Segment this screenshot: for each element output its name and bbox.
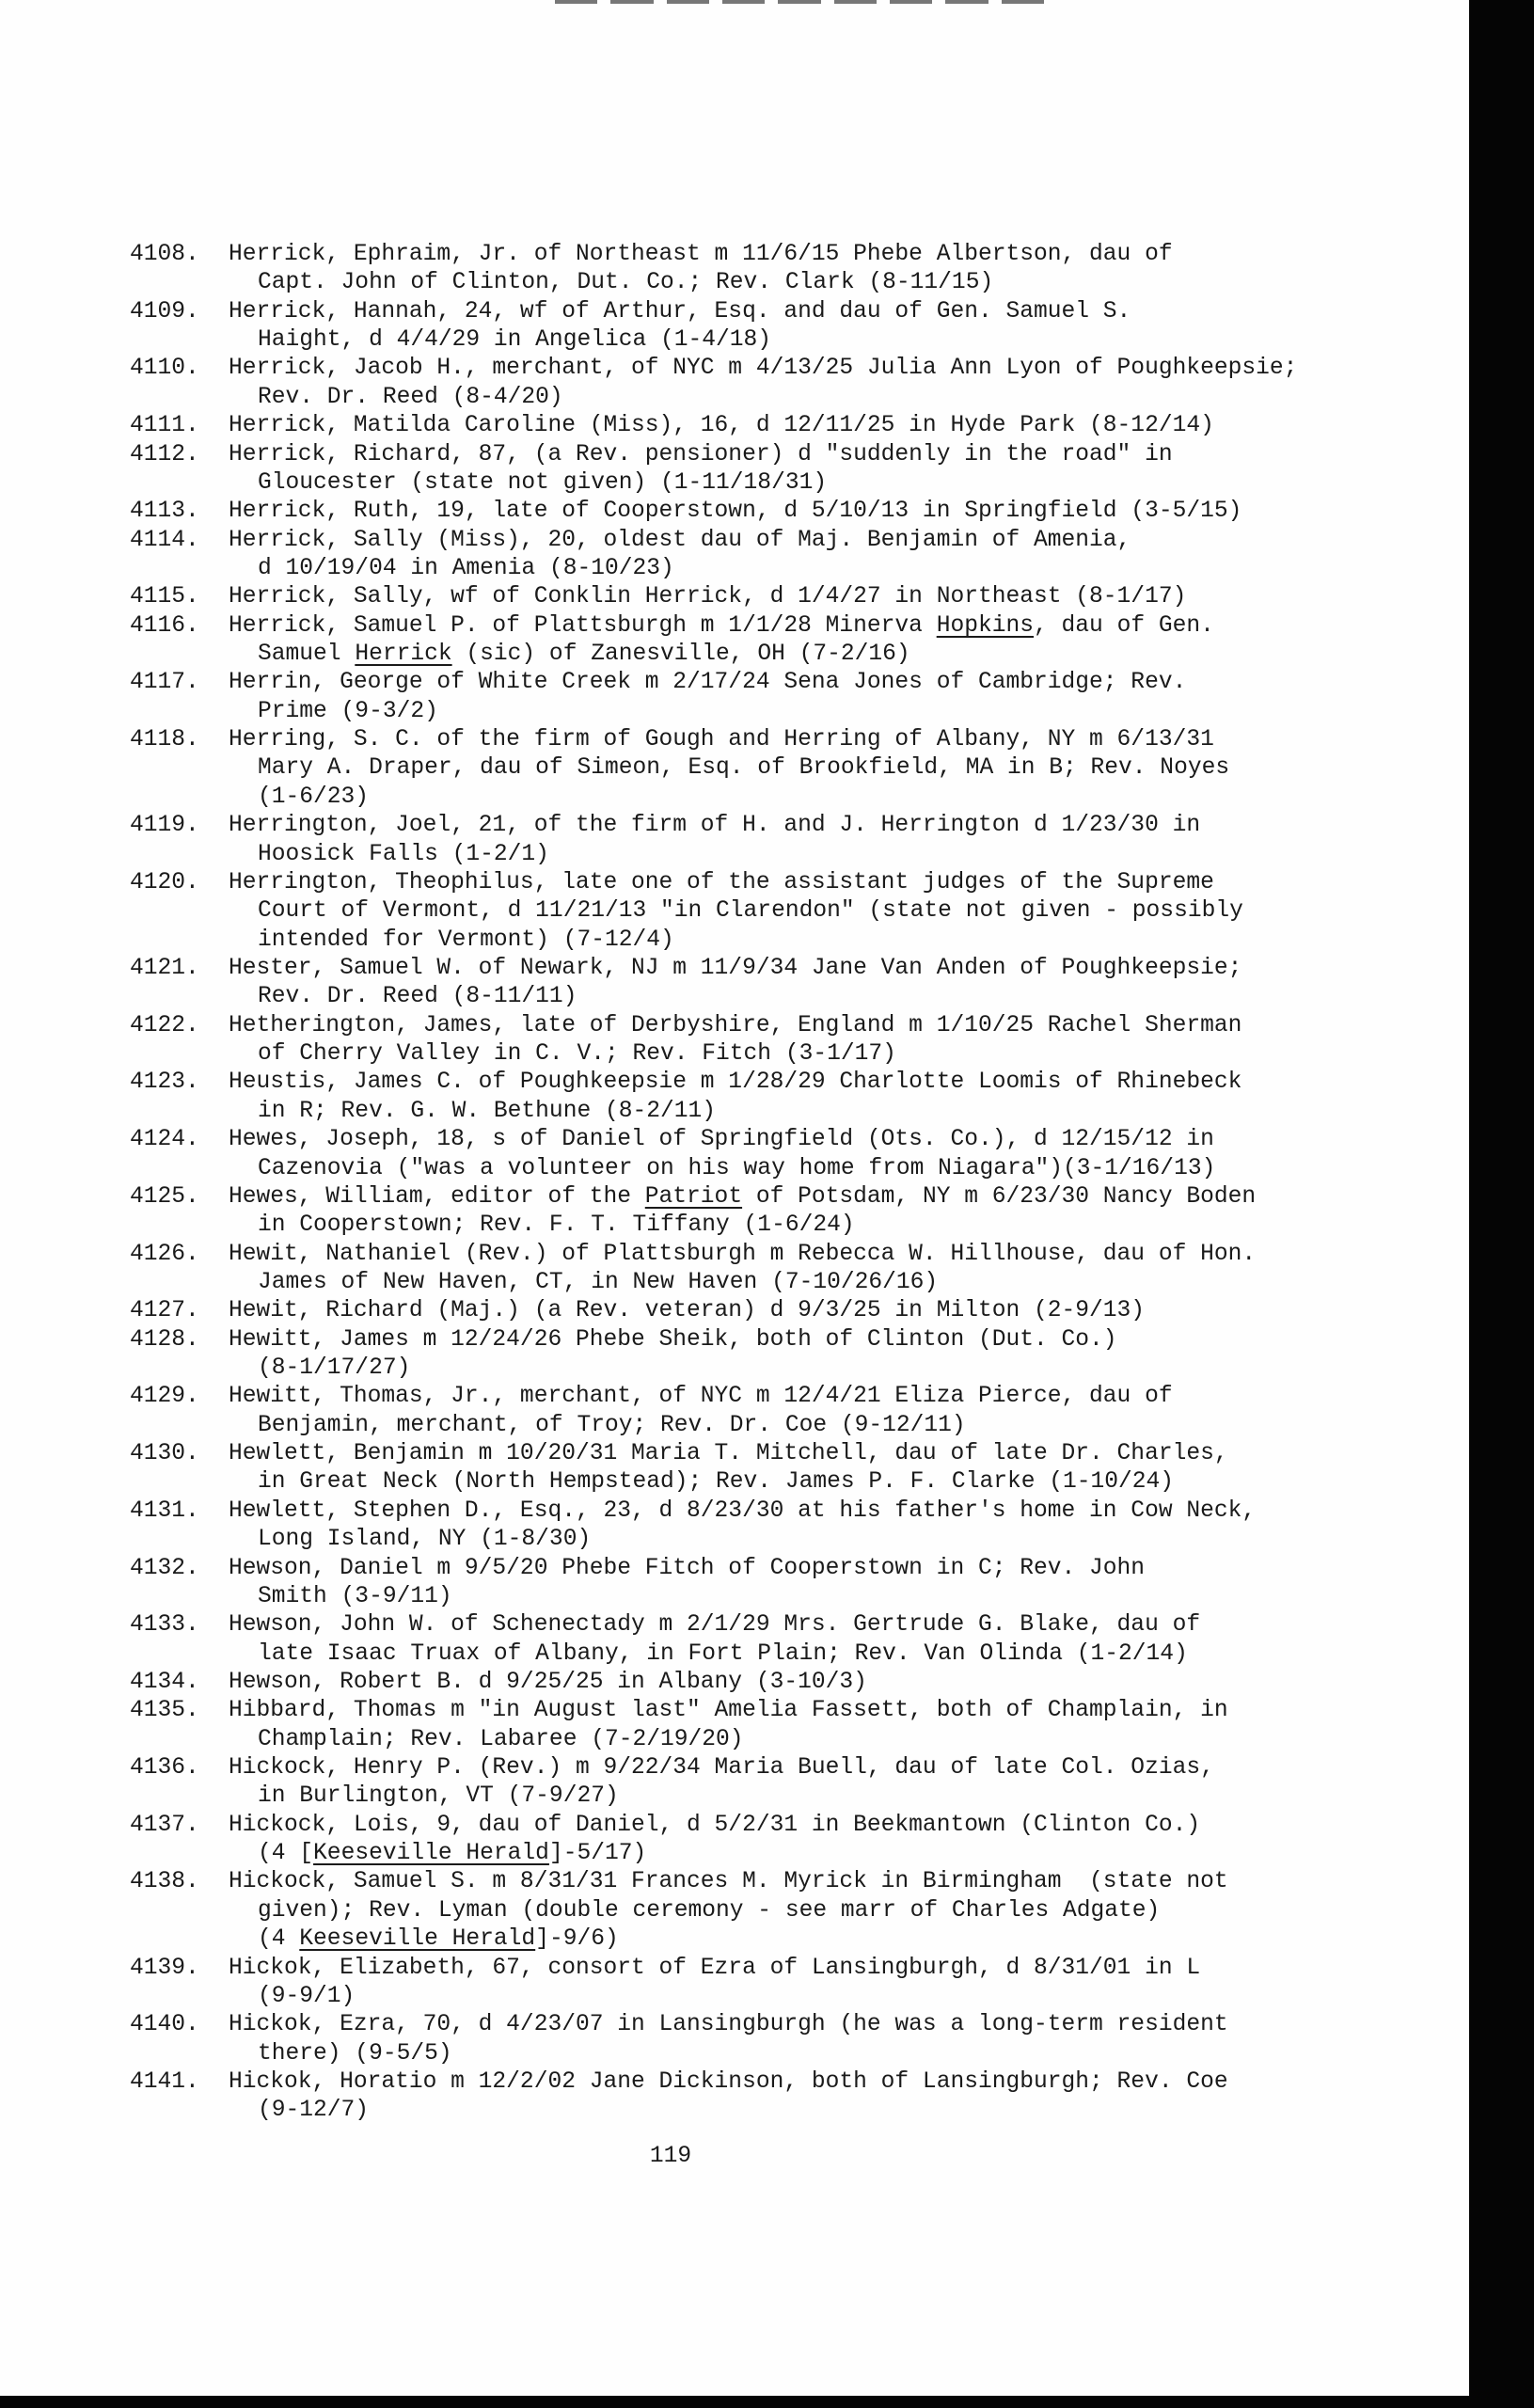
- entry-text: Hickock, Lois, 9, dau of Daniel, d 5/2/31 in Beekmantown (Clinton Co.): [229, 1812, 1201, 1838]
- entry-continuation-line: [130, 927, 1352, 955]
- entry-first-line: [130, 1868, 1352, 1896]
- entry-4118: [130, 726, 1352, 812]
- bleed-mark: [610, 0, 653, 4]
- page-number: 119: [649, 2144, 692, 2169]
- entry-4128: [130, 1326, 1352, 1384]
- entry-number: 4127.: [130, 1298, 199, 1324]
- underlined-title: Herrick: [355, 642, 452, 668]
- entry-first-line: [130, 1812, 1352, 1840]
- entry-continuation-line: [130, 1583, 1352, 1611]
- entry-continuation-line: [130, 1468, 1352, 1497]
- underlined-title: Keeseville Herald: [313, 1841, 549, 1867]
- scan-border-right: [1469, 0, 1534, 2408]
- entry-text: Herrington, Theophilus, late one of the assistant judges of the Supreme: [229, 869, 1214, 895]
- entry-text: Hewit, Richard (Maj.) (a Rev. veteran) d 9/3/25 in Milton (2-9/13): [229, 1298, 1146, 1324]
- entry-4134: [130, 1669, 1352, 1697]
- entry-4114: [130, 527, 1352, 584]
- entry-continuation-line: [130, 641, 1352, 669]
- entry-text: Herrick, Sally, wf of Conklin Herrick, d 1/4/27 in Northeast (8-1/17): [229, 584, 1187, 610]
- entry-first-line: [130, 1183, 1352, 1212]
- entry-text: given); Rev. Lyman (double ceremony - see marr of Charles Adgate): [258, 1897, 1161, 1924]
- entry-text: Hewson, John W. of Schenectady m 2/1/29 Mrs. Gertrude G. Blake, dau of: [229, 1612, 1201, 1639]
- entry-continuation-line: [130, 1640, 1352, 1669]
- entry-text: Hickock, Samuel S. m 8/31/31 Frances M. Myrick in Birmingham (state not: [229, 1869, 1228, 1895]
- entry-first-line: [130, 1669, 1352, 1697]
- entry-text: Gloucester (state not given) (1-11/18/31): [258, 469, 828, 496]
- entry-continuation-line: [130, 1897, 1352, 1925]
- entry-number: 4113.: [130, 499, 199, 525]
- underlined-title: Keeseville Herald: [299, 1926, 536, 1953]
- entry-continuation-line: [130, 269, 1352, 297]
- entry-4123: [130, 1069, 1352, 1126]
- entry-4129: [130, 1383, 1352, 1440]
- entry-number: 4140.: [130, 2012, 199, 2038]
- entry-4139: [130, 1955, 1352, 2012]
- entry-text: , dau of Gen.: [1034, 612, 1214, 639]
- entry-number: 4111.: [130, 413, 199, 439]
- entry-text: ]-5/17): [548, 1841, 647, 1867]
- entry-text: (9-12/7): [258, 2098, 370, 2124]
- entry-number: 4119.: [130, 813, 199, 839]
- entry-first-line: [130, 1383, 1352, 1411]
- entry-first-line: [130, 355, 1352, 383]
- entry-first-line: [130, 1555, 1352, 1583]
- entry-text: Capt. John of Clinton, Dut. Co.; Rev. Clark (8-11/15): [258, 270, 994, 296]
- entry-first-line: [130, 2011, 1352, 2039]
- entry-text: of Cherry Valley in C. V.; Rev. Fitch (3-1/17): [258, 1041, 896, 1068]
- entry-continuation-line: [130, 1212, 1352, 1240]
- entry-4120: [130, 869, 1352, 955]
- entry-first-line: [130, 669, 1352, 697]
- entry-number: 4118.: [130, 727, 199, 753]
- entry-number: 4116.: [130, 612, 199, 639]
- entry-number: 4136.: [130, 1755, 199, 1782]
- bleed-mark: [555, 0, 597, 4]
- bleed-mark: [667, 0, 709, 4]
- entry-text: in Burlington, VT (7-9/27): [258, 1783, 619, 1810]
- entry-text: (8-1/17/27): [258, 1355, 411, 1382]
- entry-text: (sic) of Zanesville, OH (7-2/16): [451, 642, 910, 668]
- bleed-mark: [1002, 0, 1044, 4]
- entry-continuation-line: [130, 841, 1352, 869]
- entry-continuation-line: [130, 1726, 1352, 1754]
- entry-number: 4108.: [130, 242, 199, 267]
- entry-first-line: [130, 2068, 1352, 2097]
- entry-first-line: [130, 955, 1352, 983]
- entry-number: 4115.: [130, 584, 199, 610]
- entry-first-line: [130, 1754, 1352, 1782]
- entry-continuation-line: [130, 2040, 1352, 2068]
- entry-number: 4125.: [130, 1183, 199, 1210]
- entry-continuation-line: [130, 897, 1352, 926]
- entry-number: 4122.: [130, 1012, 199, 1038]
- entry-continuation-line: [130, 1098, 1352, 1126]
- entry-first-line: [130, 1697, 1352, 1725]
- entry-continuation-line: [130, 555, 1352, 583]
- entry-number: 4114.: [130, 527, 199, 553]
- entry-continuation-line: [130, 1155, 1352, 1183]
- entry-number: 4133.: [130, 1612, 199, 1639]
- entry-first-line: [130, 498, 1352, 526]
- entry-text: Hewlett, Benjamin m 10/20/31 Maria T. Mitchell, dau of late Dr. Charles,: [229, 1441, 1228, 1467]
- entry-text: Hetherington, James, late of Derbyshire, England m 1/10/25 Rachel Sherman: [229, 1012, 1242, 1038]
- entry-text: Court of Vermont, d 11/21/13 "in Clarendon" (state not given - possibly: [258, 898, 1243, 925]
- entry-text: James of New Haven, CT, in New Haven (7-10/26/16): [258, 1269, 939, 1295]
- entry-4137: [130, 1812, 1352, 1869]
- entry-number: 4135.: [130, 1698, 199, 1724]
- entry-continuation-line: [130, 983, 1352, 1011]
- entry-4136: [130, 1754, 1352, 1812]
- entry-text: Prime (9-3/2): [258, 698, 438, 724]
- entry-first-line: [130, 1326, 1352, 1354]
- entry-text: Herrick, Jacob H., merchant, of NYC m 4/13/25 Julia Ann Lyon of Poughkeepsie;: [229, 356, 1298, 382]
- entry-continuation-line: [130, 1925, 1352, 1954]
- entry-continuation-line: [130, 754, 1352, 783]
- entry-first-line: [130, 869, 1352, 897]
- entry-number: 4117.: [130, 670, 199, 696]
- entry-list: [130, 241, 1352, 2126]
- entry-first-line: [130, 612, 1352, 641]
- entry-4133: [130, 1611, 1352, 1669]
- entry-first-line: [130, 1440, 1352, 1468]
- entry-text: Samuel: [258, 642, 356, 668]
- underlined-title: Patriot: [644, 1183, 743, 1210]
- entry-text: Hewes, William, editor of the: [229, 1183, 645, 1210]
- entry-4110: [130, 355, 1352, 412]
- entry-4135: [130, 1697, 1352, 1754]
- entry-first-line: [130, 1126, 1352, 1154]
- entry-4131: [130, 1497, 1352, 1555]
- entry-text: Herrick, Hannah, 24, wf of Arthur, Esq. and dau of Gen. Samuel S.: [229, 298, 1131, 325]
- entry-4138: [130, 1868, 1352, 1954]
- entry-first-line: [130, 412, 1352, 440]
- entry-text: Hewitt, James m 12/24/26 Phebe Sheik, both of Clinton (Dut. Co.): [229, 1326, 1117, 1353]
- entry-text: Herrin, George of White Creek m 2/17/24 Sena Jones of Cambridge; Rev.: [229, 670, 1187, 696]
- entry-text: Herrick, Ephraim, Jr. of Northeast m 11/6/15 Phebe Albertson, dau of: [229, 242, 1173, 267]
- entry-text: Haight, d 4/4/29 in Angelica (1-4/18): [258, 327, 772, 354]
- entry-first-line: [130, 298, 1352, 326]
- entry-number: 4132.: [130, 1555, 199, 1581]
- entry-text: Hewitt, Thomas, Jr., merchant, of NYC m 12/4/21 Eliza Pierce, dau of: [229, 1384, 1173, 1410]
- entry-first-line: [130, 1069, 1352, 1097]
- entry-4119: [130, 812, 1352, 869]
- entry-4127: [130, 1297, 1352, 1325]
- entry-4122: [130, 1012, 1352, 1069]
- previous-page-bleed-marks: [555, 0, 1044, 6]
- entry-4141: [130, 2068, 1352, 2126]
- entry-continuation-line: [130, 1040, 1352, 1069]
- entry-4116: [130, 612, 1352, 670]
- entry-number: 4137.: [130, 1812, 199, 1838]
- entry-continuation-line: [130, 1269, 1352, 1297]
- entry-text: Cazenovia ("was a volunteer on his way home from Niagara")(3-1/16/13): [258, 1155, 1216, 1181]
- entry-text: Heustis, James C. of Poughkeepsie m 1/28/29 Charlotte Loomis of Rhinebeck: [229, 1069, 1242, 1096]
- entry-4112: [130, 441, 1352, 499]
- entry-text: Rev. Dr. Reed (8-4/20): [258, 384, 563, 410]
- entry-text: Herrick, Ruth, 19, late of Cooperstown, d 5/10/13 in Springfield (3-5/15): [229, 499, 1242, 525]
- entry-4111: [130, 412, 1352, 440]
- entry-continuation-line: [130, 1782, 1352, 1811]
- entry-text: Hibbard, Thomas m "in August last" Amelia Fassett, both of Champlain, in: [229, 1698, 1228, 1724]
- entry-number: 4109.: [130, 298, 199, 325]
- entry-4108: [130, 241, 1352, 298]
- entry-text: Hester, Samuel W. of Newark, NJ m 11/9/34 Jane Van Anden of Poughkeepsie;: [229, 955, 1242, 981]
- entry-first-line: [130, 1955, 1352, 1983]
- entry-text: Benjamin, merchant, of Troy; Rev. Dr. Coe (9-12/11): [258, 1412, 966, 1438]
- entry-text: late Isaac Truax of Albany, in Fort Plain; Rev. Van Olinda (1-2/14): [258, 1640, 1188, 1667]
- entry-number: 4130.: [130, 1441, 199, 1467]
- entry-continuation-line: [130, 1840, 1352, 1868]
- entry-number: 4138.: [130, 1869, 199, 1895]
- entry-4125: [130, 1183, 1352, 1241]
- entry-text: Mary A. Draper, dau of Simeon, Esq. of Brookfield, MA in B; Rev. Noyes: [258, 755, 1230, 782]
- entry-4130: [130, 1440, 1352, 1497]
- entry-text: ]-9/6): [535, 1926, 619, 1953]
- entry-text: Hickok, Elizabeth, 67, consort of Ezra of Lansingburgh, d 8/31/01 in L: [229, 1955, 1201, 1981]
- entry-number: 4131.: [130, 1497, 199, 1524]
- entry-text: Hickok, Ezra, 70, d 4/23/07 in Lansingburgh (he was a long-term resident: [229, 2012, 1228, 2038]
- entry-text: Herrick, Richard, 87, (a Rev. pensioner) d "suddenly in the road" in: [229, 441, 1173, 467]
- entry-text: in R; Rev. G. W. Bethune (8-2/11): [258, 1098, 717, 1124]
- entry-text: Hewson, Robert B. d 9/25/25 in Albany (3-10/3): [229, 1669, 867, 1695]
- entry-first-line: [130, 441, 1352, 469]
- underlined-title: Hopkins: [936, 612, 1035, 639]
- entry-first-line: [130, 726, 1352, 754]
- entry-continuation-line: [130, 469, 1352, 498]
- entry-text: Herrington, Joel, 21, of the firm of H. and J. Herrington d 1/23/30 in: [229, 813, 1201, 839]
- entry-text: Hickok, Horatio m 12/2/02 Jane Dickinson, both of Lansingburgh; Rev. Coe: [229, 2069, 1228, 2095]
- entry-text: Hewson, Daniel m 9/5/20 Phebe Fitch of Cooperstown in C; Rev. John: [229, 1555, 1146, 1581]
- bleed-mark: [945, 0, 988, 4]
- entry-number: 4121.: [130, 955, 199, 981]
- entry-continuation-line: [130, 784, 1352, 812]
- entry-text: Long Island, NY (1-8/30): [258, 1527, 592, 1553]
- entry-text: intended for Vermont) (7-12/4): [258, 927, 674, 953]
- bleed-mark: [722, 0, 765, 4]
- entry-text: Hickock, Henry P. (Rev.) m 9/22/34 Maria Buell, dau of late Col. Ozias,: [229, 1755, 1214, 1782]
- entry-first-line: [130, 1611, 1352, 1640]
- entry-4126: [130, 1241, 1352, 1298]
- entry-number: 4129.: [130, 1384, 199, 1410]
- bleed-mark: [890, 0, 932, 4]
- entry-number: 4120.: [130, 869, 199, 895]
- entry-first-line: [130, 1497, 1352, 1526]
- entry-number: 4110.: [130, 356, 199, 382]
- entry-text: Champlain; Rev. Labaree (7-2/19/20): [258, 1726, 744, 1752]
- entry-number: 4112.: [130, 441, 199, 467]
- entry-first-line: [130, 1012, 1352, 1040]
- entry-text: Hewes, Joseph, 18, s of Daniel of Springfield (Ots. Co.), d 12/15/12 in: [229, 1127, 1214, 1153]
- entry-text: Hoosick Falls (1-2/1): [258, 841, 549, 867]
- entry-number: 4123.: [130, 1069, 199, 1096]
- entry-text: in Great Neck (North Hempstead); Rev. James P. F. Clarke (1-10/24): [258, 1469, 1175, 1496]
- entry-number: 4134.: [130, 1669, 199, 1695]
- scan-border-bottom: [0, 2396, 1534, 2408]
- entry-text: (4 [: [258, 1841, 314, 1867]
- entry-first-line: [130, 1241, 1352, 1269]
- entry-4115: [130, 583, 1352, 611]
- entry-first-line: [130, 241, 1352, 269]
- entry-continuation-line: [130, 2097, 1352, 2125]
- entry-4109: [130, 298, 1352, 356]
- entry-text: Hewlett, Stephen D., Esq., 23, d 8/23/30 at his father's home in Cow Neck,: [229, 1497, 1257, 1524]
- entry-number: 4139.: [130, 1955, 199, 1981]
- entry-continuation-line: [130, 1354, 1352, 1383]
- entry-4140: [130, 2011, 1352, 2068]
- entry-continuation-line: [130, 1983, 1352, 2011]
- entry-number: 4124.: [130, 1127, 199, 1153]
- bleed-mark: [778, 0, 820, 4]
- entry-4113: [130, 498, 1352, 526]
- entry-text: (4: [258, 1926, 300, 1953]
- entry-first-line: [130, 527, 1352, 555]
- entry-text: Herrick, Matilda Caroline (Miss), 16, d 12/11/25 in Hyde Park (8-12/14): [229, 413, 1214, 439]
- entry-text: Herring, S. C. of the firm of Gough and Herring of Albany, NY m 6/13/31: [229, 727, 1214, 753]
- entry-first-line: [130, 812, 1352, 840]
- entry-text: (1-6/23): [258, 784, 370, 810]
- entry-first-line: [130, 583, 1352, 611]
- entry-text: there) (9-5/5): [258, 2040, 452, 2067]
- entry-continuation-line: [130, 384, 1352, 412]
- bleed-mark: [834, 0, 877, 4]
- entry-4121: [130, 955, 1352, 1012]
- entry-text: Rev. Dr. Reed (8-11/11): [258, 984, 577, 1010]
- entry-4117: [130, 669, 1352, 726]
- entry-4132: [130, 1555, 1352, 1612]
- entry-continuation-line: [130, 1412, 1352, 1440]
- entry-text: of Potsdam, NY m 6/23/30 Nancy Boden: [742, 1183, 1257, 1210]
- entry-first-line: [130, 1297, 1352, 1325]
- entry-text: (9-9/1): [258, 1983, 356, 2009]
- entry-continuation-line: [130, 326, 1352, 355]
- entry-text: Hewit, Nathaniel (Rev.) of Plattsburgh m Rebecca W. Hillhouse, dau of Hon.: [229, 1241, 1257, 1267]
- entry-text: Herrick, Sally (Miss), 20, oldest dau of Maj. Benjamin of Amenia,: [229, 527, 1131, 553]
- entry-number: 4126.: [130, 1241, 199, 1267]
- entry-number: 4141.: [130, 2069, 199, 2095]
- entry-text: Smith (3-9/11): [258, 1583, 452, 1609]
- entry-text: in Cooperstown; Rev. F. T. Tiffany (1-6/24): [258, 1212, 855, 1239]
- entry-continuation-line: [130, 698, 1352, 726]
- entry-number: 4128.: [130, 1326, 199, 1353]
- entry-continuation-line: [130, 1526, 1352, 1554]
- entry-4124: [130, 1126, 1352, 1183]
- entry-text: d 10/19/04 in Amenia (8-10/23): [258, 555, 674, 581]
- entry-text: Herrick, Samuel P. of Plattsburgh m 1/1/28 Minerva: [229, 612, 937, 639]
